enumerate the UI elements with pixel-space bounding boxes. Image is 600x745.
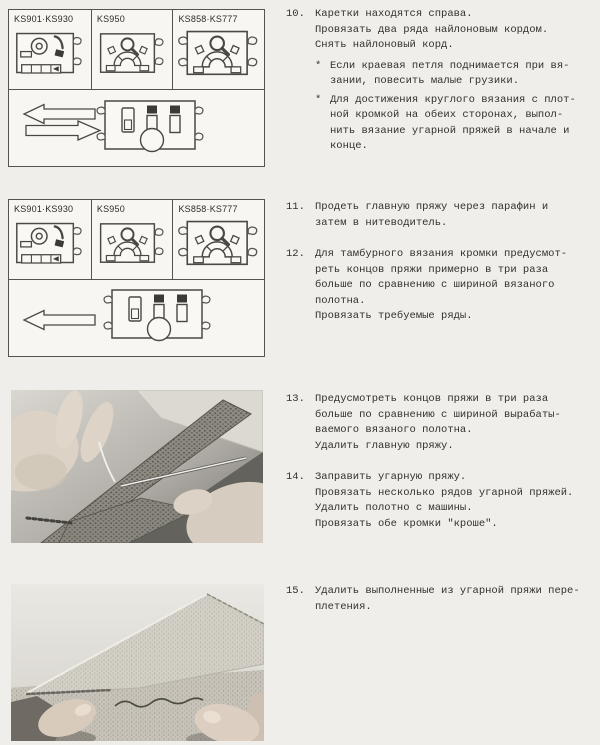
text-line: зании, повесить малые грузики.: [330, 75, 520, 87]
text-line: плетения.: [315, 600, 372, 613]
instruction-text: [315, 470, 598, 532]
instruction-text: [315, 584, 598, 615]
dial-carriage-schematic: [9, 23, 91, 85]
text-line: Удалить выполненные из угарной пряжи пере-: [315, 585, 580, 597]
instruction-item-11: [286, 200, 598, 231]
instruction-text: [315, 247, 598, 325]
text-line: полотна.: [315, 294, 366, 307]
carriage-drawing: [97, 101, 203, 152]
text-line: Провязать два ряда найлоновым кордом.: [315, 23, 549, 36]
photo-remove-waste-yarn: [11, 584, 264, 741]
carriage-direction-diagram: [9, 90, 264, 164]
note-text: [330, 93, 598, 155]
instruction-block-10: [286, 7, 598, 155]
bullet-marker: *: [315, 59, 322, 72]
instruction-number: 10.: [286, 8, 305, 20]
mag-carriage-schematic: [92, 213, 173, 275]
carriage-arrows-drawing: [9, 280, 264, 354]
model-label: KS950: [96, 14, 125, 24]
text-line: Для тамбурного вязания кромки предусмот-: [315, 248, 568, 260]
instruction-item-14: [286, 470, 598, 532]
text-line: Снять найлоновый корд.: [315, 39, 454, 51]
instruction-item-12: [286, 247, 598, 325]
text-line: Удалить полотно с машины.: [315, 502, 473, 514]
text-line: конце.: [330, 140, 368, 152]
panel-ks858-ks777: [173, 200, 264, 279]
model-panels-row: [9, 10, 264, 90]
text-line: реть концов пряжи примерно в три раза: [315, 263, 549, 276]
panel-ks901-ks930: [9, 10, 92, 89]
model-label: KS901·KS930: [14, 14, 74, 24]
panel-ks901-ks930: [9, 200, 92, 279]
bullet-marker: *: [315, 93, 322, 106]
arrow-left-icon: [24, 311, 95, 330]
text-line: Заправить угарную пряжу.: [315, 471, 467, 483]
text-line: Если краевая петля поднимается при вя-: [330, 59, 570, 72]
panel-ks858-ks777: [173, 10, 264, 89]
diagram-box-carriage-settings-bottom: [8, 199, 265, 357]
instruction-text: [315, 7, 598, 54]
text-line: Предусмотреть концов пряжи в три раза: [315, 393, 549, 405]
panel-ks950: [92, 10, 174, 89]
arrow-right-icon: [26, 121, 100, 140]
crochet-edge-photo-graphic: [11, 390, 263, 543]
instruction-number: 15.: [286, 585, 305, 597]
instruction-text: [315, 200, 598, 231]
instruction-block-15: [286, 584, 598, 615]
instruction-text: [315, 392, 598, 454]
mag-carriage-schematic: [92, 23, 173, 85]
photo-crochet-edge: [11, 390, 263, 543]
text-line: Каретки находятся справа.: [315, 8, 473, 20]
instruction-number: 11.: [286, 201, 305, 213]
diagram-box-carriage-settings-top: [8, 9, 265, 167]
text-line: ваемого вязаного полотна.: [315, 424, 473, 436]
note-item: [315, 59, 598, 90]
text-line: ной кромкой на обеих сторонах, выпол-: [330, 109, 564, 121]
carriage-direction-diagram: [9, 280, 264, 354]
mag-carriage-schematic: [173, 213, 264, 275]
model-label: KS901·KS930: [14, 204, 74, 214]
instruction-item-13: [286, 392, 598, 454]
text-line: затем в нитеводитель.: [315, 216, 448, 229]
instruction-number: 14.: [286, 471, 305, 483]
instruction-number: 12.: [286, 248, 305, 260]
note-text: [330, 59, 598, 90]
instruction-block-11-12: [286, 200, 598, 325]
waste-yarn-photo-graphic: [11, 584, 264, 741]
text-line: Провязать требуемые ряды.: [315, 310, 473, 322]
model-panels-row: [9, 200, 264, 280]
instruction-block-13-14: [286, 392, 598, 532]
carriage-arrows-drawing: [9, 90, 264, 164]
instruction-item-10: [286, 7, 598, 54]
text-line: Продеть главную пряжу через парафин и: [315, 201, 549, 213]
text-line: Провязать несколько рядов угарной пряжей.: [315, 486, 574, 499]
model-label: KS950: [96, 204, 125, 214]
instruction-number: 13.: [286, 393, 305, 405]
model-label: KS858·KS777: [178, 204, 238, 214]
mag-carriage-schematic: [173, 23, 264, 85]
model-label: KS858·KS777: [178, 14, 238, 24]
note-item: [315, 93, 598, 155]
arrow-left-icon: [24, 105, 95, 124]
text-line: нить вязание угарной пряжей в начале и: [330, 124, 570, 137]
text-line: больше по сравнению с шириной вязаного: [315, 279, 555, 291]
panel-ks950: [92, 200, 174, 279]
text-line: Для достижения круглого вязания с плот-: [330, 93, 576, 106]
text-line: Провязать обе кромки "кроше".: [315, 517, 498, 530]
notes-list: [315, 59, 598, 155]
text-line: больше по сравнению с шириной вырабаты-: [315, 408, 561, 421]
instruction-item-15: [286, 584, 598, 615]
dial-carriage-schematic: [9, 213, 91, 275]
carriage-drawing: [104, 290, 210, 341]
text-line: Удалить главную пряжу.: [315, 439, 454, 452]
